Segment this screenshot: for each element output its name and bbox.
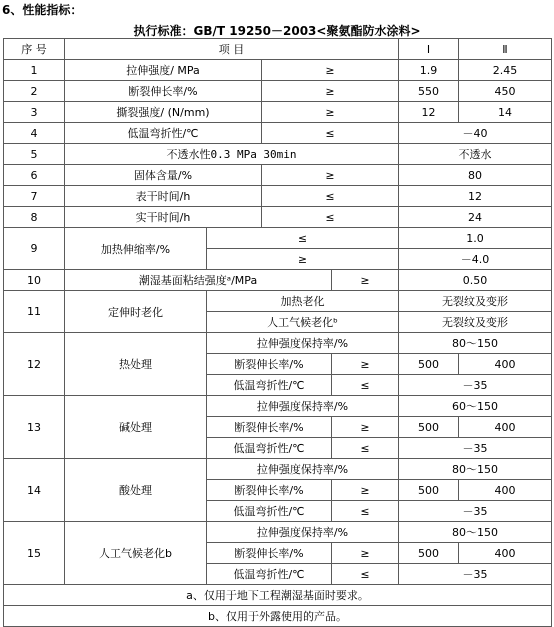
operator-symbol: ≥ bbox=[262, 102, 399, 123]
table-row bbox=[4, 81, 552, 102]
grade-2-value: 400 bbox=[459, 543, 552, 564]
grade-2-value: 400 bbox=[459, 480, 552, 501]
table-row bbox=[4, 522, 552, 543]
standard-title: 执行标准：GB/T 19250－2003<聚氨酯防水涂料> bbox=[133, 24, 421, 38]
operator-symbol: ≤ bbox=[262, 123, 399, 144]
table-row bbox=[4, 144, 552, 165]
table-row bbox=[4, 123, 552, 144]
table-row bbox=[4, 459, 552, 480]
row-number: 13 bbox=[4, 396, 65, 459]
grade-1-value: 550 bbox=[399, 81, 459, 102]
performance-spec-table bbox=[3, 38, 552, 627]
item-name: 撕裂强度/ (N/mm) bbox=[65, 102, 262, 123]
item-name: 表干时间/h bbox=[65, 186, 262, 207]
header-grade-2: Ⅱ bbox=[459, 39, 552, 60]
row-number: 5 bbox=[4, 144, 65, 165]
sub-item-name: 断裂伸长率/% bbox=[207, 543, 332, 564]
row-number: 10 bbox=[4, 270, 65, 291]
grade-1-value: 12 bbox=[399, 102, 459, 123]
item-name: 不透水性0.3 MPa 30min bbox=[65, 144, 399, 165]
shared-value: 0.50 bbox=[399, 270, 552, 291]
operator-symbol: ≤ bbox=[332, 438, 399, 459]
operator-symbol: ≥ bbox=[332, 270, 399, 291]
footnote-a: a、仅用于地下工程潮湿基面时要求。 bbox=[4, 585, 552, 606]
grade-2-value: 450 bbox=[459, 81, 552, 102]
sub-item-name: 拉伸强度保持率/% bbox=[207, 459, 399, 480]
sub-item-name: 低温弯折性/℃ bbox=[207, 375, 332, 396]
footnote-b: b、仅用于外露使用的产品。 bbox=[4, 606, 552, 627]
row-number: 9 bbox=[4, 228, 65, 270]
grade-1-value: 500 bbox=[399, 480, 459, 501]
shared-value: 80～150 bbox=[399, 333, 552, 354]
item-name: 固体含量/% bbox=[65, 165, 262, 186]
table-header-row bbox=[4, 39, 552, 60]
sub-item-name: 断裂伸长率/% bbox=[207, 354, 332, 375]
row-number: 2 bbox=[4, 81, 65, 102]
table-row bbox=[4, 270, 552, 291]
shared-value: 80 bbox=[399, 165, 552, 186]
shared-value: 80～150 bbox=[399, 459, 552, 480]
item-name: 热处理 bbox=[65, 333, 207, 396]
shared-value: 无裂纹及变形 bbox=[399, 312, 552, 333]
shared-value: 60～150 bbox=[399, 396, 552, 417]
grade-2-value: 14 bbox=[459, 102, 552, 123]
item-name: 人工气候老化b bbox=[65, 522, 207, 585]
header-item: 项 目 bbox=[65, 39, 399, 60]
item-name: 低温弯折性/℃ bbox=[65, 123, 262, 144]
table-row bbox=[4, 228, 552, 249]
row-number: 14 bbox=[4, 459, 65, 522]
table-row bbox=[4, 186, 552, 207]
shared-value: －35 bbox=[399, 438, 552, 459]
shared-value: －4.0 bbox=[399, 249, 552, 270]
operator-symbol: ≤ bbox=[262, 207, 399, 228]
item-name: 定伸时老化 bbox=[65, 291, 207, 333]
table-row bbox=[4, 60, 552, 81]
sub-item-name: 断裂伸长率/% bbox=[207, 417, 332, 438]
sub-item-name: 低温弯折性/℃ bbox=[207, 564, 332, 585]
row-number: 8 bbox=[4, 207, 65, 228]
table-row bbox=[4, 396, 552, 417]
grade-1-value: 500 bbox=[399, 543, 459, 564]
shared-value: 不透水 bbox=[399, 144, 552, 165]
table-row bbox=[4, 165, 552, 186]
operator-symbol: ≥ bbox=[332, 480, 399, 501]
operator-symbol: ≥ bbox=[262, 165, 399, 186]
item-name: 加热伸缩率/% bbox=[65, 228, 207, 270]
operator-symbol: ≥ bbox=[207, 249, 399, 270]
item-name: 碱处理 bbox=[65, 396, 207, 459]
shared-value: －40 bbox=[399, 123, 552, 144]
row-number: 1 bbox=[4, 60, 65, 81]
shared-value: －35 bbox=[399, 501, 552, 522]
row-number: 6 bbox=[4, 165, 65, 186]
shared-value: 24 bbox=[399, 207, 552, 228]
grade-1-value: 500 bbox=[399, 354, 459, 375]
sub-item-name: 低温弯折性/℃ bbox=[207, 438, 332, 459]
shared-value: 1.0 bbox=[399, 228, 552, 249]
row-number: 11 bbox=[4, 291, 65, 333]
shared-value: －35 bbox=[399, 564, 552, 585]
grade-1-value: 500 bbox=[399, 417, 459, 438]
sub-item-name: 拉伸强度保持率/% bbox=[207, 396, 399, 417]
header-grade-1: Ⅰ bbox=[399, 39, 459, 60]
row-number: 4 bbox=[4, 123, 65, 144]
table-row bbox=[4, 207, 552, 228]
grade-1-value: 1.9 bbox=[399, 60, 459, 81]
header-no: 序 号 bbox=[4, 39, 65, 60]
row-number: 3 bbox=[4, 102, 65, 123]
item-name: 潮湿基面粘结强度ᵃ/MPa bbox=[65, 270, 332, 291]
item-name: 拉伸强度/ MPa bbox=[65, 60, 262, 81]
operator-symbol: ≤ bbox=[332, 501, 399, 522]
footnote-row bbox=[4, 606, 552, 627]
operator-symbol: ≥ bbox=[262, 81, 399, 102]
sub-item-name: 加热老化 bbox=[207, 291, 399, 312]
sub-item-name: 断裂伸长率/% bbox=[207, 480, 332, 501]
section-heading: 6、性能指标： bbox=[2, 3, 83, 17]
shared-value: －35 bbox=[399, 375, 552, 396]
table-row bbox=[4, 291, 552, 312]
item-name: 断裂伸长率/% bbox=[65, 81, 262, 102]
table-row bbox=[4, 333, 552, 354]
item-name: 实干时间/h bbox=[65, 207, 262, 228]
grade-2-value: 400 bbox=[459, 354, 552, 375]
sub-item-name: 低温弯折性/℃ bbox=[207, 501, 332, 522]
item-name: 酸处理 bbox=[65, 459, 207, 522]
grade-2-value: 2.45 bbox=[459, 60, 552, 81]
sub-item-name: 拉伸强度保持率/% bbox=[207, 522, 399, 543]
operator-symbol: ≥ bbox=[332, 354, 399, 375]
operator-symbol: ≥ bbox=[332, 543, 399, 564]
operator-symbol: ≤ bbox=[332, 564, 399, 585]
operator-symbol: ≤ bbox=[207, 228, 399, 249]
sub-item-name: 拉伸强度保持率/% bbox=[207, 333, 399, 354]
row-number: 7 bbox=[4, 186, 65, 207]
shared-value: 无裂纹及变形 bbox=[399, 291, 552, 312]
row-number: 15 bbox=[4, 522, 65, 585]
sub-item-name: 人工气候老化ᵇ bbox=[207, 312, 399, 333]
table-row bbox=[4, 102, 552, 123]
operator-symbol: ≤ bbox=[332, 375, 399, 396]
operator-symbol: ≥ bbox=[262, 60, 399, 81]
row-number: 12 bbox=[4, 333, 65, 396]
operator-symbol: ≤ bbox=[262, 186, 399, 207]
shared-value: 12 bbox=[399, 186, 552, 207]
grade-2-value: 400 bbox=[459, 417, 552, 438]
footnote-row bbox=[4, 585, 552, 606]
operator-symbol: ≥ bbox=[332, 417, 399, 438]
shared-value: 80～150 bbox=[399, 522, 552, 543]
